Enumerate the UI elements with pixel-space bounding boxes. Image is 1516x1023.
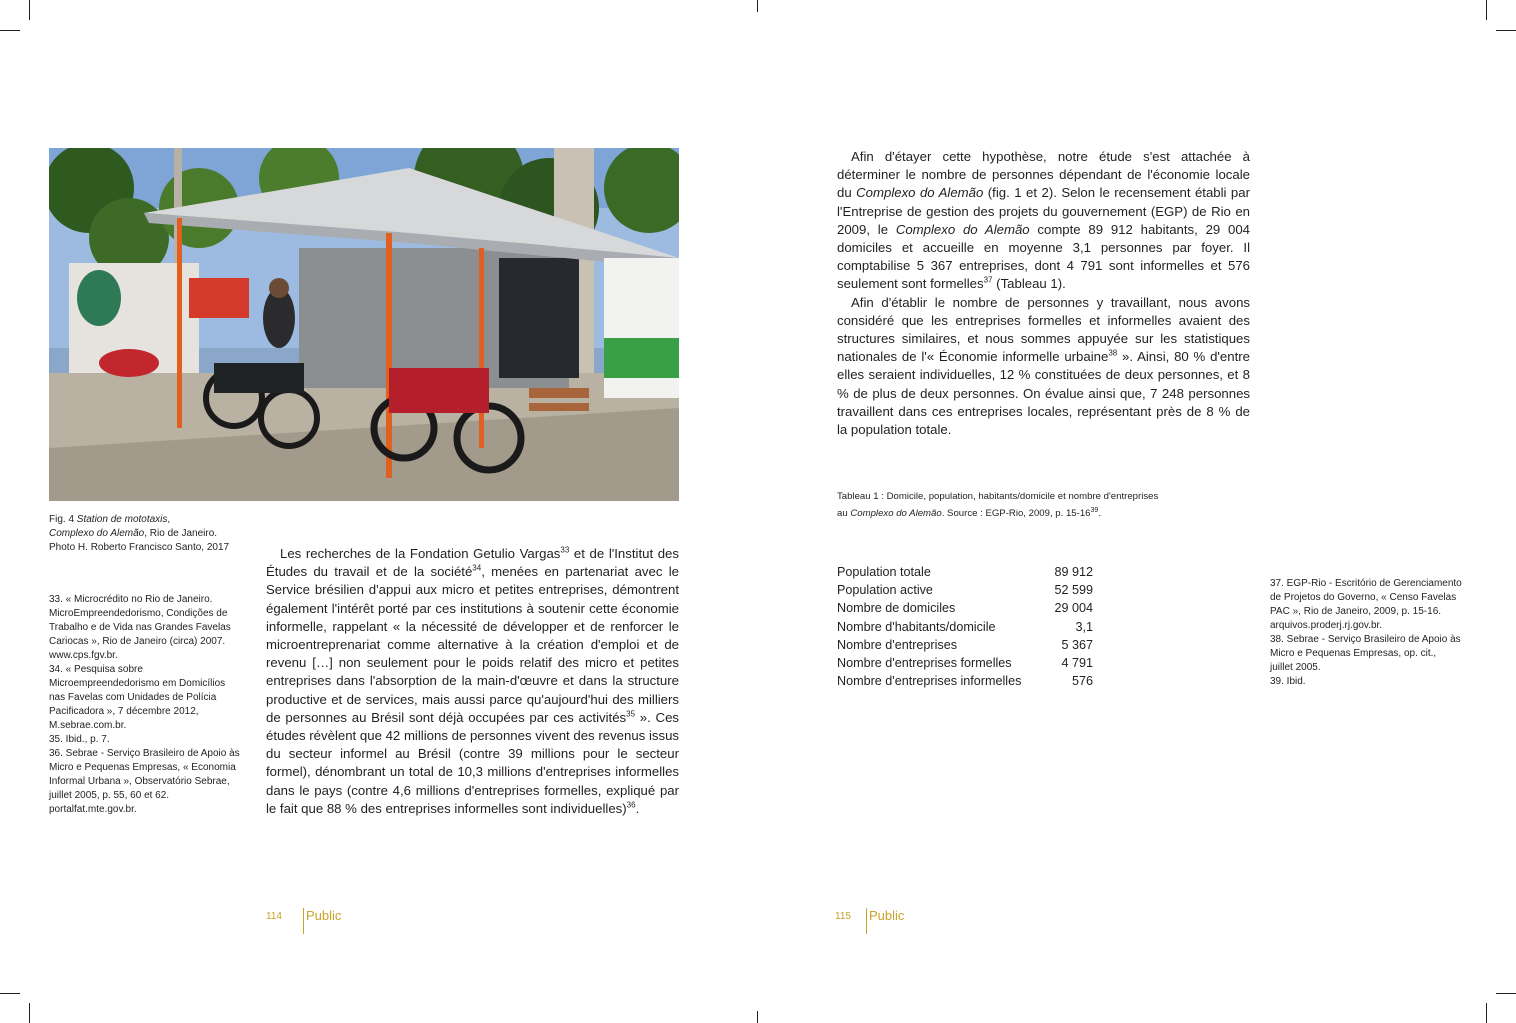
crop-mark — [29, 1003, 30, 1023]
row-value: 89 912 — [1054, 565, 1093, 579]
footnotes-left — [49, 593, 249, 817]
table-row — [837, 618, 1093, 636]
table-row — [837, 581, 1093, 599]
footnote-line: M.sebrae.com.br. — [49, 720, 127, 731]
footnote-line: MicroEmpreendedorismo, Condições de — [49, 608, 228, 619]
footnote-line: Micro e Pequenas Empresas, « Economia — [49, 762, 236, 773]
crop-mark — [1496, 30, 1516, 31]
caption-fig-number: Fig. 4 — [49, 514, 77, 525]
table-caption — [837, 490, 1177, 521]
row-label: Nombre d'habitants/domicile — [837, 619, 996, 634]
text-run: . — [635, 800, 640, 816]
crop-mark — [757, 1011, 758, 1023]
table-caption-line: Tableau 1 : Domicile, population, habitants/domicile et nombre d'entreprises — [837, 491, 1159, 502]
table-row — [837, 563, 1093, 581]
folio-divider — [303, 908, 304, 934]
caption-line — [49, 513, 249, 527]
crop-mark — [1486, 0, 1487, 20]
paragraph — [837, 148, 1250, 294]
text-run: (fig. 1 et 2). Selon le recensement établi par l'Entreprise de gestion des projets du gouvernement (EGP) de Rio en 2009, le — [837, 185, 1250, 237]
crop-mark — [757, 0, 758, 12]
row-label: Population active — [837, 583, 933, 598]
page-number: 114 — [266, 911, 282, 922]
text-run: . Source : EGP-Rio, 2009, p. 15-16 — [941, 508, 1091, 520]
table-row — [837, 654, 1093, 672]
text-run: au — [837, 508, 851, 520]
footnote-ref: 38 — [1108, 348, 1118, 358]
row-label: Nombre d'entreprises formelles — [837, 656, 1012, 671]
publication-mark: Public — [869, 908, 905, 923]
footnote-line: 36. Sebrae - Serviço Brasileiro de Apoio às — [49, 748, 240, 759]
text-run: ». Ainsi, 80 % d'entre elles seraient individuelles, 12 % constituées de deux personnes, et 8 % de plus de deux personnes. On évalue ainsi que, 7 248 personnes travaillent dans ces entreprises locales, représentant près de 8 % de la population totale. — [837, 349, 1250, 438]
text-run: et de l'Institut des Études du travail et de la société — [266, 546, 679, 580]
caption-city: , Rio de Janeiro. — [144, 528, 218, 539]
folio-right — [835, 908, 915, 934]
table-row — [837, 672, 1093, 690]
text-italic: Complexo do Alemão — [850, 508, 942, 520]
footnotes-right — [1270, 577, 1485, 689]
footnote-ref: 39 — [1090, 507, 1099, 514]
footnote-line: Micro e Pequenas Empresas, op. cit., — [1270, 648, 1437, 659]
text-italic: Complexo do Alemão — [895, 221, 1030, 237]
folio-divider — [866, 908, 867, 934]
table-caption-line — [837, 504, 1177, 521]
right-page-body — [837, 148, 1250, 439]
row-label: Nombre d'entreprises informelles — [837, 674, 1022, 689]
footnote-line: juillet 2005, p. 55, 60 et 62. — [49, 790, 170, 801]
footnote-line: Microempreendedorismo em Domicílios — [49, 678, 226, 689]
footnote-ref: 36 — [626, 800, 636, 810]
crop-mark — [0, 993, 20, 994]
footnote-line: juillet 2005. — [1270, 662, 1321, 673]
footnote-line: www.cps.fgv.br. — [49, 650, 118, 661]
text-run: Les recherches de la Fondation Getulio Vargas — [280, 546, 561, 561]
footnote-line: 37. EGP-Rio - Escritório de Gerenciamento — [1270, 578, 1462, 589]
text-run: Afin d'étayer cette hypothèse, notre étude s'est attachée à déterminer le nombre de personnes dépendant de l'économie locale du — [837, 149, 1250, 201]
photo-illustration — [49, 148, 679, 501]
figure-caption — [49, 513, 249, 555]
text-italic: Complexo do Alemão — [856, 185, 984, 201]
table-row — [837, 599, 1093, 617]
crop-mark — [1496, 993, 1516, 994]
row-value: 29 004 — [1054, 601, 1093, 616]
footnote-ref: 34 — [472, 563, 482, 573]
left-page-body — [266, 545, 679, 818]
row-label: Nombre de domiciles — [837, 601, 956, 616]
row-value: 4 791 — [1061, 656, 1093, 671]
footnote-line: PAC », Rio de Janeiro, 2009, p. 15-16. — [1270, 606, 1442, 617]
text-run: , menées en partenariat avec le Service brésilien d'appui aux micro et petites entreprises, démontrent également l'intérêt porté par ces institutions à soutenir cette économie informelle, rappelant « la nécessité de développer et de renforcer le microentreprenariat comme alternative à la création d'emploi et de revenu […] non seulement pour le poids relatif des micro et petites entreprises dans l'absorption de la main-d'œuvre et dans la structure productive et de services, mais aussi parce qu'aujourd'hui des milliers de personnes au Brésil sont déjà occupées par ces activités — [266, 564, 679, 725]
footnote-line: nas Favelas com Unidades de Polícia — [49, 692, 217, 703]
text-run: compte 89 912 habitants, 29 004 domiciles et accueille en moyenne 3,1 personnes par foyer. Il comptabilise 5 367 entreprises, dont 4 791 sont informelles et 576 seulement sont formelles — [837, 221, 1251, 292]
footnote-line: 34. « Pesquisa sobre — [49, 664, 143, 675]
table-row — [837, 636, 1093, 654]
row-value: 3,1 — [1075, 619, 1093, 634]
footnote-line: 35. Ibid., p. 7. — [49, 734, 110, 745]
footnote-line: 33. « Microcrédito no Rio de Janeiro. — [49, 594, 213, 605]
page-number: 115 — [835, 911, 851, 922]
caption-line: Photo H. Roberto Francisco Santo, 2017 — [49, 542, 230, 553]
footnote-line: Pacificadora », 7 décembre 2012, — [49, 706, 199, 717]
row-value: 52 599 — [1054, 583, 1093, 598]
crop-mark — [0, 30, 20, 31]
footnote-line: 39. Ibid. — [1270, 676, 1306, 687]
footnote-line: Cariocas », Rio de Janeiro (circa) 2007. — [49, 636, 226, 647]
motorcycle-taxi-station-photo — [49, 148, 679, 501]
statistics-table — [837, 563, 1093, 690]
footnote-ref: 35 — [626, 709, 636, 719]
footnote-ref: 37 — [983, 276, 993, 286]
crop-mark — [1486, 1003, 1487, 1023]
publication-mark: Public — [306, 908, 342, 923]
footnote-line: Informal Urbana », Observatório Sebrae, — [49, 776, 230, 787]
row-label: Population totale — [837, 565, 931, 579]
text-run: ». Ces études révèlent que 42 millions de personnes vivent des revenus issus du secteur informel au Brésil (contre 39 millions pour le secteur formel), dénombrant un total de 10,3 millions d'entreprises informelles dans le pays (contre 4,6 millions d'entreprises formelles, expliqué par le fait que 88 % des entreprises informelles sont individuelles) — [266, 709, 680, 816]
footnote-line: de Projetos do Governo, « Censo Favelas — [1270, 592, 1457, 603]
text-run: Afin d'établir le nombre de personnes y travaillant, nous avons considéré que les entreprises formelles et informelles avaient des structures similaires, et nous sommes appuyée sur les statistiques nationales de l'« Économie informelle urbaine — [837, 294, 1250, 365]
footnote-line: portalfat.mte.gov.br. — [49, 804, 137, 815]
text-run: . — [1098, 508, 1101, 520]
footnote-line: Trabalho e de Vida nas Grandes Favelas — [49, 622, 231, 633]
footnote-ref: 33 — [560, 545, 570, 555]
footnote-line: 38. Sebrae - Serviço Brasileiro de Apoio às — [1270, 634, 1461, 645]
folio-left — [266, 908, 346, 934]
footnote-line: arquivos.proderj.rj.gov.br. — [1270, 620, 1383, 631]
paragraph — [266, 545, 679, 818]
row-value: 576 — [1071, 674, 1093, 689]
row-label: Nombre d'entreprises — [837, 637, 957, 652]
text-run: (Tableau 1). — [992, 276, 1066, 292]
caption-title: Station de mototaxis — [76, 514, 168, 525]
crop-mark — [29, 0, 30, 20]
row-value: 5 367 — [1061, 637, 1093, 652]
caption-line — [49, 527, 249, 541]
caption-place: Complexo do Alemão — [49, 528, 145, 539]
caption-punct: , — [167, 514, 171, 525]
paragraph — [837, 294, 1250, 440]
